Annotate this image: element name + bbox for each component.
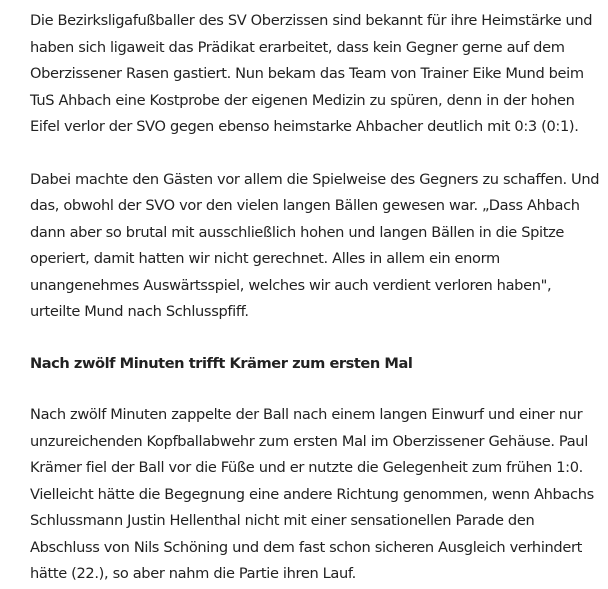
article-paragraph-3: Nach zwölf Minuten zappelte der Ball nach einem langen Einwurf und einer nur unzureichenden Kopfballabwehr zum ersten Mal im Oberzissener Gehäuse. Paul Krämer fiel der Ball vor die Füße und er nutzte die Gelegenheit zum frühen 1:0. Vielleicht hätte die Begegnung eine andere Richtung genommen, wenn Ahbachs Schlussmann Justin Hellenthal nicht mit einer sensationellen Parade den Abschluss von Nils Schöning und dem fast schon sicheren Ausgleich verhindert hätte (22.), so aber nahm die Partie ihren Lauf. <box>30 406 594 582</box>
article-paragraph-2: Dabei machte den Gästen vor allem die Spielweise des Gegners zu schaffen. Und das, obwohl der SVO vor den vielen langen Bällen gewesen war. „Dass Ahbach dann aber so brutal mit ausschließlich hohen und langen Bällen in die Spitze operiert, damit hatten wir nicht gerechnet. Alles in allem ein enorm unangenehmes Auswärtsspiel, welches wir auch verdient verloren haben", urteilte Mund nach Schlusspfiff. <box>30 170 600 320</box>
article-subheading: Nach zwölf Minuten trifft Krämer zum ersten Mal <box>30 354 413 372</box>
article-paragraph-1: Die Bezirksligafußballer des SV Oberzissen sind bekannt für ihre Heimstärke und haben sich ligaweit das Prädikat erarbeitet, dass kein Gegner gerne auf dem Oberzissener Rasen gastiert. Nun bekam das Team von Trainer Eike Mund beim TuS Ahbach eine Kostprobe der eigenen Medizin zu spüren, denn in der hohen Eifel verlor der SVO gegen ebenso heimstarke Ahbacher deutlich mit 0:3 (0:1). <box>30 12 593 135</box>
article-body <box>30 8 600 588</box>
